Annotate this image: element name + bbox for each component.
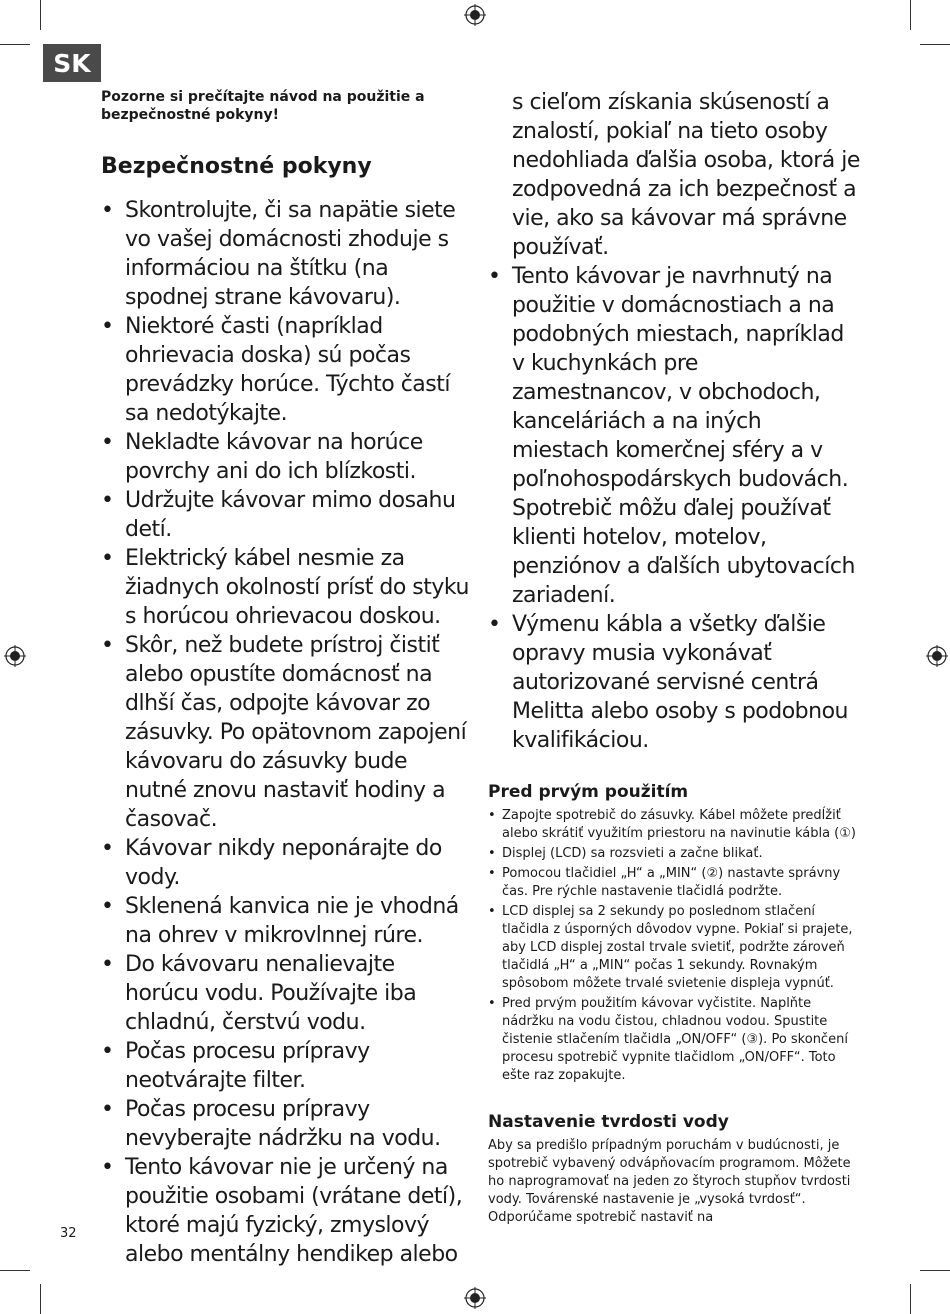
list-item: • Sklenená kanvica nie je vhodná na ohrev v mikrovlnnej rúre. bbox=[101, 892, 471, 950]
list-item: • Nekladte kávovar na horúce povrchy ani do ich blízkosti. bbox=[101, 428, 471, 486]
list-item: • Pomocou tlačidiel „H“ a „MIN“ (②) nastavte správny čas. Pre rýchle nastavenie tlačidlá podržte. bbox=[488, 865, 860, 901]
safety-heading: Bezpečnostné pokyny bbox=[101, 154, 372, 179]
list-item: • Počas procesu prípravy neotvárajte filter. bbox=[101, 1037, 471, 1095]
language-badge: SK bbox=[43, 44, 101, 82]
list-item: • Výmenu kábla a všetky ďalšie opravy musia vykonávať autorizované servisné centrá Melitta alebo osoby s podobnou kvalifikáciou. bbox=[488, 610, 860, 755]
crop-mark bbox=[910, 0, 911, 30]
list-item: • Pred prvým použitím kávovar vyčistite. Naplňte nádržku na vodu čistou, chladnou vodou. Spustite čistenie stlačením tlačidla „ON/OFF“ (③). Po skončení procesu spotrebič vypnite tlačidlom „ON/OFF“. Toto ešte raz zopakujte. bbox=[488, 995, 860, 1085]
safety-list-continued bbox=[488, 88, 860, 755]
crop-mark bbox=[40, 0, 41, 30]
first-use-heading: Pred prvým použitím bbox=[488, 782, 689, 802]
crop-mark bbox=[920, 1270, 950, 1271]
list-item: • Skontrolujte, či sa napätie siete vo vašej domácnosti zhoduje s informáciou na štítku (na spodnej strane kávovaru). bbox=[101, 196, 471, 312]
right-column bbox=[488, 88, 860, 1227]
page-number: 32 bbox=[60, 1226, 77, 1241]
list-item-continuation: s cieľom získania skúseností a znalostí, pokiaľ na tieto osoby nedohliada ďalšia osoba, ktorá je zodpovedná za ich bezpečnosť a vie, ako sa kávovar má správne používať. bbox=[512, 90, 860, 260]
registration-mark-icon bbox=[464, 4, 486, 26]
list-item: • Tento kávovar nie je určený na použitie osobami (vrátane detí), ktoré majú fyzický, zmyslový alebo mentálny hendikep alebo bbox=[101, 1153, 471, 1269]
read-instructions-note: Pozorne si prečítajte návod na použitie a bezpečnostné pokyny! bbox=[101, 89, 425, 123]
list-item: • Do kávovaru nenalievajte horúcu vodu. Používajte iba chladnú, čerstvú vodu. bbox=[101, 950, 471, 1037]
crop-mark bbox=[920, 44, 950, 45]
crop-mark bbox=[0, 1270, 30, 1271]
registration-mark-icon bbox=[4, 645, 26, 667]
first-use-list bbox=[488, 807, 860, 1085]
list-item: • Skôr, než budete prístroj čistiť alebo opustíte domácnosť na dlhší čas, odpojte kávovar zo zásuvky. Po opätovnom zapojení kávovaru do zásuvky bude nutné znovu nastaviť hodiny a časovač. bbox=[101, 631, 471, 834]
registration-mark-icon bbox=[926, 645, 948, 667]
crop-mark bbox=[40, 1284, 41, 1314]
list-item: • Zapojte spotrebič do zásuvky. Kábel môžete predĺžiť alebo skrátiť využitím priestoru na navinutie kábla (①) bbox=[488, 807, 860, 843]
water-hardness-text: Aby sa predišlo prípadným poruchám v budúcnosti, je spotrebič vybavený odvápňovacím programom. Môžete ho naprogramovať na jeden zo štyroch stupňov tvrdosti vody. Továrenské nastavenie je „vysoká tvrdosť“. Odporúčame spotrebič nastaviť na bbox=[488, 1138, 851, 1225]
list-item: • LCD displej sa 2 sekundy po poslednom stlačení tlačidla z úsporných dôvodov vypne. Pokiaľ si prajete, aby LCD displej zostal trvale svietiť, podržte zároveň tlačidlá „H“ a „MIN“ počas 1 sekundy. Rovnakým spôsobom môžete trvalé svietenie displeja vypnúť. bbox=[488, 903, 860, 993]
crop-mark bbox=[910, 1284, 911, 1314]
list-item: • Elektrický kábel nesmie za žiadnych okolností prísť do styku s horúcou ohrievacou doskou. bbox=[101, 544, 471, 631]
list-item: • Tento kávovar je navrhnutý na použitie v domácnostiach a na podobných miestach, napríklad v kuchynkách pre zamestnancov, v obchodoch, kanceláriách a na iných miestach komerčnej sféry a v poľnohospodárskych budovách. Spotrebič môžu ďalej používať klienti hotelov, motelov, penziónov a ďalších ubytovacích zariadení. bbox=[488, 262, 860, 610]
left-column bbox=[101, 88, 471, 1269]
list-item: • Displej (LCD) sa rozsvieti a začne blikať. bbox=[488, 845, 860, 863]
water-hardness-heading: Nastavenie tvrdosti vody bbox=[488, 1112, 729, 1132]
registration-mark-icon bbox=[464, 1287, 486, 1309]
list-item: • Kávovar nikdy neponárajte do vody. bbox=[101, 834, 471, 892]
list-item: • Počas procesu prípravy nevyberajte nádržku na vodu. bbox=[101, 1095, 471, 1153]
list-item: • Udržujte kávovar mimo dosahu detí. bbox=[101, 486, 471, 544]
safety-list bbox=[101, 196, 471, 1269]
crop-mark bbox=[0, 44, 30, 45]
list-item: • Niektoré časti (napríklad ohrievacia doska) sú počas prevádzky horúce. Týchto častí sa nedotýkajte. bbox=[101, 312, 471, 428]
